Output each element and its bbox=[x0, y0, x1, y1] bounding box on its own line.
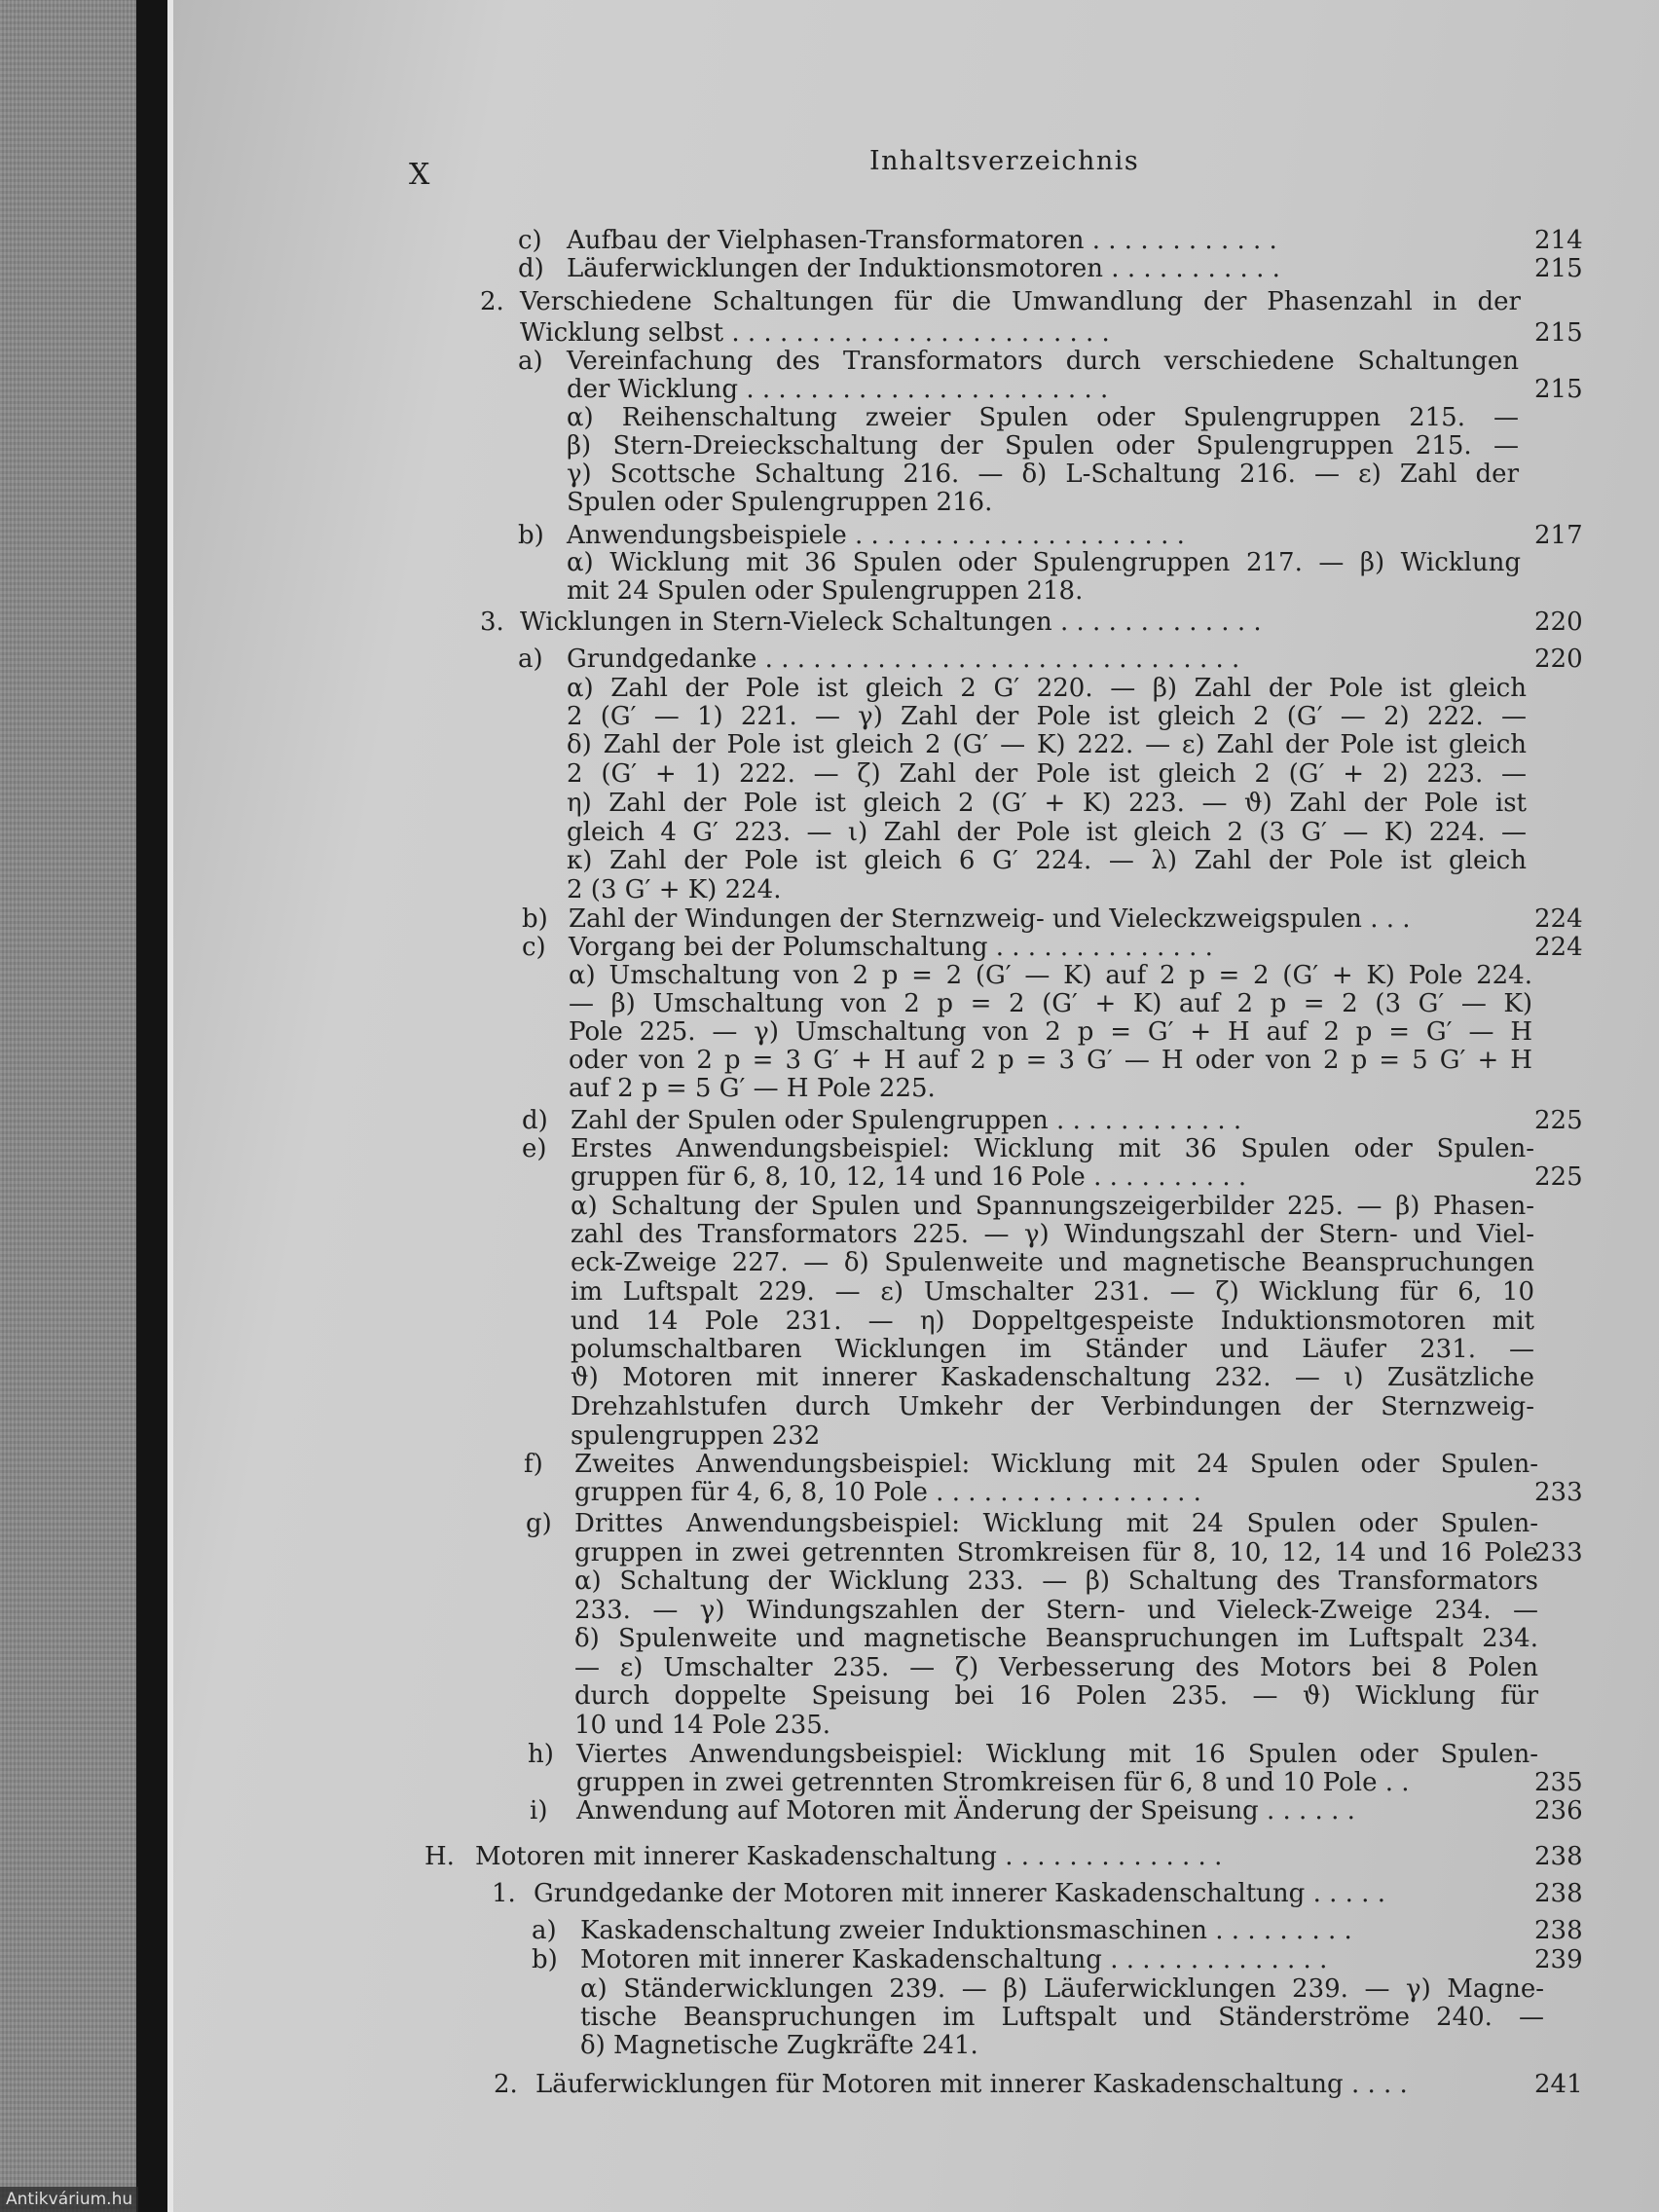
toc-entry bbox=[0, 1681, 1659, 1712]
toc-entry-label: b) bbox=[532, 1945, 558, 1974]
toc-entry-label: H. bbox=[424, 1842, 455, 1871]
toc-entry bbox=[0, 1277, 1659, 1308]
toc-entry-text: gruppen in zwei getrennten Stromkreisen für 8, 10, 12, 14 und 16 Pole bbox=[574, 1538, 1538, 1567]
toc-entry-text: der Wicklung . . . . . . . . . . . . . . . . . . . . . . . bbox=[567, 375, 1109, 404]
toc-entry-label: i) bbox=[530, 1796, 548, 1825]
toc-entry-text: Läuferwicklungen für Motoren mit innerer Kaskadenschaltung . . . . bbox=[535, 2070, 1408, 2099]
toc-entry-label: 2. bbox=[494, 2070, 518, 2099]
toc-entry-text: Grundgedanke der Motoren mit innerer Kaskadenschaltung . . . . . bbox=[534, 1879, 1385, 1908]
toc-entry bbox=[0, 1363, 1659, 1393]
toc-entry-text: — ε) Umschalter 235. — ζ) Verbesserung des Motors bei 8 Polen bbox=[574, 1653, 1538, 1682]
toc-entry bbox=[0, 759, 1659, 790]
toc-entry-text: auf 2 p = 5 G′ — H Pole 225. bbox=[569, 1074, 936, 1103]
toc-entry-text: 2 (G′ + 1) 222. — ζ) Zahl der Pole ist gleich 2 (G′ + 2) 223. — bbox=[567, 759, 1527, 789]
toc-entry-text: Vereinfachung des Transformators durch verschiedene Schaltungen bbox=[567, 347, 1519, 376]
toc-entry bbox=[0, 1916, 1659, 1946]
toc-entry-text: Anwendung auf Motoren mit Änderung der Speisung . . . . . . bbox=[576, 1796, 1355, 1825]
toc-entry-text: Grundgedanke . . . . . . . . . . . . . . . . . . . . . . . . . . . . . . bbox=[567, 645, 1240, 674]
toc-entry-text: δ) Magnetische Zugkräfte 241. bbox=[580, 2031, 978, 2060]
toc-entry-text: zahl des Transformators 225. — γ) Windungszahl der Stern- und Viel- bbox=[571, 1220, 1534, 1249]
toc-entry-text: Spulen oder Spulengruppen 216. bbox=[567, 488, 993, 517]
toc-entry bbox=[0, 608, 1659, 638]
toc-entry bbox=[0, 1017, 1659, 1048]
toc-entry-page: 215 bbox=[1534, 375, 1583, 404]
toc-entry-text: Vorgang bei der Polumschaltung . . . . . . . . . . . . . . bbox=[569, 933, 1213, 962]
toc-entry bbox=[0, 287, 1659, 317]
toc-entry bbox=[0, 1740, 1659, 1770]
toc-entry-text: α) Zahl der Pole ist gleich 2 G′ 220. — β) Zahl der Pole ist gleich bbox=[567, 674, 1527, 703]
toc-entry-page: 225 bbox=[1534, 1106, 1583, 1135]
toc-entry-text: 2 (G′ — 1) 221. — γ) Zahl der Pole ist gleich 2 (G′ — 2) 222. — bbox=[567, 702, 1527, 731]
toc-entry-label: c) bbox=[518, 226, 542, 255]
toc-entry bbox=[0, 521, 1659, 551]
toc-entry-page: 239 bbox=[1534, 1945, 1583, 1974]
toc-entry-page: 215 bbox=[1534, 318, 1583, 348]
toc-entry-text: mit 24 Spulen oder Spulengruppen 218. bbox=[567, 576, 1084, 606]
toc-entry bbox=[0, 1624, 1659, 1654]
toc-entry bbox=[0, 961, 1659, 991]
toc-entry bbox=[0, 789, 1659, 819]
toc-entry bbox=[0, 1134, 1659, 1164]
page-number: X bbox=[409, 158, 431, 192]
toc-entry-label: e) bbox=[522, 1134, 547, 1163]
toc-entry bbox=[0, 1509, 1659, 1539]
toc-entry-page: 233 bbox=[1534, 1538, 1583, 1567]
toc-entry-text: α) Schaltung der Wicklung 233. — β) Schaltung des Transformators bbox=[574, 1567, 1538, 1596]
toc-entry-label: h) bbox=[528, 1740, 554, 1769]
toc-entry-page: 224 bbox=[1534, 933, 1583, 962]
toc-entry bbox=[0, 645, 1659, 675]
toc-entry bbox=[0, 989, 1659, 1019]
toc-entry-text: Verschiedene Schaltungen für die Umwandlung der Phasenzahl in der bbox=[520, 287, 1521, 316]
toc-entry bbox=[0, 1842, 1659, 1872]
toc-entry bbox=[0, 846, 1659, 876]
toc-entry-text: Anwendungsbeispiele . . . . . . . . . . . . . . . . . . . . . bbox=[567, 521, 1185, 550]
toc-entry bbox=[0, 1450, 1659, 1480]
toc-entry bbox=[0, 403, 1659, 433]
toc-entry bbox=[0, 375, 1659, 405]
toc-entry-text: eck-Zweige 227. — δ) Spulenweite und magnetische Beanspruchungen bbox=[571, 1248, 1534, 1277]
toc-entry-page: 214 bbox=[1534, 226, 1583, 255]
toc-entry bbox=[0, 1538, 1659, 1568]
toc-entry-page: 217 bbox=[1534, 521, 1583, 550]
watermark: Antikvárium.hu bbox=[0, 2187, 138, 2212]
toc-entry bbox=[0, 1879, 1659, 1909]
toc-entry-text: oder von 2 p = 3 G′ + H auf 2 p = 3 G′ — H oder von 2 p = 5 G′ + H bbox=[569, 1046, 1532, 1075]
toc-entry-text: 10 und 14 Pole 235. bbox=[574, 1711, 831, 1740]
toc-entry-text: Motoren mit innerer Kaskadenschaltung . . . . . . . . . . . . . . bbox=[580, 1945, 1328, 1974]
toc-entry-text: α) Ständerwicklungen 239. — β) Läuferwicklungen 239. — γ) Magne- bbox=[580, 1974, 1544, 2004]
toc-entry-text: Drehzahlstufen durch Umkehr der Verbindungen der Sternzweig- bbox=[571, 1392, 1534, 1421]
toc-entry-text: im Luftspalt 229. — ε) Umschalter 231. — ζ) Wicklung für 6, 10 bbox=[571, 1277, 1534, 1307]
toc-entry-text: ϑ) Motoren mit innerer Kaskadenschaltung 232. — ι) Zusätzliche bbox=[571, 1363, 1534, 1392]
toc-entry bbox=[0, 904, 1659, 935]
toc-entry-text: polumschaltbaren Wicklungen im Ständer und Läufer 231. — bbox=[571, 1335, 1534, 1364]
toc-entry bbox=[0, 318, 1659, 349]
toc-entry bbox=[0, 254, 1659, 284]
toc-entry-text: β) Stern-Dreieckschaltung der Spulen oder Spulengruppen 215. — bbox=[567, 431, 1519, 461]
toc-entry-text: 2 (3 G′ + K) 224. bbox=[567, 875, 782, 904]
toc-entry-label: a) bbox=[532, 1916, 557, 1945]
toc-entry-label: 3. bbox=[480, 608, 504, 637]
toc-entry-label: b) bbox=[522, 904, 548, 934]
toc-entry-text: α) Reihenschaltung zweier Spulen oder Spulengruppen 215. — bbox=[567, 403, 1519, 432]
toc-entry bbox=[0, 1421, 1659, 1452]
toc-entry-page: 238 bbox=[1534, 1842, 1583, 1871]
toc-entry bbox=[0, 1974, 1659, 2005]
toc-entry bbox=[0, 1307, 1659, 1337]
toc-entry-text: Viertes Anwendungsbeispiel: Wicklung mit 16 Spulen oder Spulen- bbox=[576, 1740, 1538, 1769]
toc-entry-text: Wicklung selbst . . . . . . . . . . . . . . . . . . . . . . . . bbox=[520, 318, 1110, 348]
toc-entry bbox=[0, 488, 1659, 518]
toc-entry-text: Zweites Anwendungsbeispiel: Wicklung mit 24 Spulen oder Spulen- bbox=[574, 1450, 1538, 1479]
toc-entry bbox=[0, 1335, 1659, 1365]
toc-entry-label: b) bbox=[518, 521, 544, 550]
toc-entry bbox=[0, 1162, 1659, 1193]
toc-entry bbox=[0, 1478, 1659, 1508]
toc-entry-text: gruppen in zwei getrennten Stromkreisen für 6, 8 und 10 Pole . . bbox=[576, 1768, 1410, 1797]
toc-entry-label: 1. bbox=[492, 1879, 516, 1908]
toc-entry bbox=[0, 2031, 1659, 2061]
toc-entry-text: Motoren mit innerer Kaskadenschaltung . . . . . . . . . . . . . . bbox=[475, 1842, 1223, 1871]
toc-entry-page: 220 bbox=[1534, 608, 1583, 637]
toc-entry-text: Zahl der Spulen oder Spulengruppen . . . . . . . . . . . . bbox=[571, 1106, 1242, 1135]
toc-entry-text: κ) Zahl der Pole ist gleich 6 G′ 224. — λ) Zahl der Pole ist gleich bbox=[567, 846, 1527, 875]
toc-entry-page: 238 bbox=[1534, 1916, 1583, 1945]
toc-entry-text: Wicklungen in Stern-Vieleck Schaltungen . . . . . . . . . . . . . bbox=[520, 608, 1262, 637]
toc-entry-label: c) bbox=[522, 933, 546, 962]
toc-entry-text: 233. — γ) Windungszahlen der Stern- und Vieleck-Zweige 234. — bbox=[574, 1596, 1538, 1625]
toc-entry-text: Zahl der Windungen der Sternzweig- und Vieleckzweigspulen . . . bbox=[569, 904, 1411, 934]
page-title: Inhaltsverzeichnis bbox=[869, 146, 1140, 176]
toc-entry bbox=[0, 1106, 1659, 1136]
toc-entry-text: und 14 Pole 231. — η) Doppeltgespeiste Induktionsmotoren mit bbox=[571, 1307, 1534, 1336]
toc-entry bbox=[0, 730, 1659, 760]
toc-entry-page: 235 bbox=[1534, 1768, 1583, 1797]
toc-entry-page: 225 bbox=[1534, 1162, 1583, 1192]
toc-entry-text: spulengruppen 232 bbox=[571, 1421, 821, 1451]
toc-entry-text: δ) Spulenweite und magnetische Beanspruchungen im Luftspalt 234. bbox=[574, 1624, 1538, 1653]
toc-entry bbox=[0, 347, 1659, 377]
toc-entry bbox=[0, 548, 1659, 578]
toc-entry bbox=[0, 818, 1659, 848]
toc-entry-text: Drittes Anwendungsbeispiel: Wicklung mit 24 Spulen oder Spulen- bbox=[574, 1509, 1538, 1538]
toc-entry bbox=[0, 1046, 1659, 1076]
toc-entry-text: durch doppelte Speisung bei 16 Polen 235. — ϑ) Wicklung für bbox=[574, 1681, 1538, 1711]
toc-entry bbox=[0, 1392, 1659, 1422]
toc-entry bbox=[0, 702, 1659, 732]
toc-entry bbox=[0, 674, 1659, 704]
toc-entry bbox=[0, 576, 1659, 607]
toc-entry-page: 224 bbox=[1534, 904, 1583, 934]
toc-entry bbox=[0, 2003, 1659, 2033]
toc-entry-label: a) bbox=[518, 645, 543, 674]
toc-entry-label: 2. bbox=[480, 287, 504, 316]
toc-entry-page: 241 bbox=[1534, 2070, 1583, 2099]
toc-entry bbox=[0, 2070, 1659, 2100]
toc-entry-text: α) Schaltung der Spulen und Spannungszeigerbilder 225. — β) Phasen- bbox=[571, 1192, 1534, 1221]
toc-entry bbox=[0, 933, 1659, 963]
toc-entry bbox=[0, 1653, 1659, 1683]
toc-entry-text: α) Umschaltung von 2 p = 2 (G′ — K) auf 2 p = 2 (G′ + K) Pole 224. bbox=[569, 961, 1532, 990]
toc-entry-label: f) bbox=[524, 1450, 543, 1479]
toc-entry bbox=[0, 1567, 1659, 1597]
toc-entry bbox=[0, 1220, 1659, 1250]
toc-entry bbox=[0, 226, 1659, 256]
toc-entry bbox=[0, 1596, 1659, 1626]
toc-entry-label: d) bbox=[518, 254, 544, 283]
toc-entry bbox=[0, 1074, 1659, 1104]
toc-entry-text: gleich 4 G′ 223. — ι) Zahl der Pole ist gleich 2 (3 G′ — K) 224. — bbox=[567, 818, 1527, 847]
toc-entry-label: a) bbox=[518, 347, 543, 376]
toc-entry-page: 215 bbox=[1534, 254, 1583, 283]
toc-entry-text: Läuferwicklungen der Induktionsmotoren . . . . . . . . . . . bbox=[567, 254, 1280, 283]
toc-entry bbox=[0, 1796, 1659, 1826]
toc-entry-text: Kaskadenschaltung zweier Induktionsmaschinen . . . . . . . . . bbox=[580, 1916, 1352, 1945]
toc-entry-text: δ) Zahl der Pole ist gleich 2 (G′ — K) 222. — ε) Zahl der Pole ist gleich bbox=[567, 730, 1527, 759]
toc-entry bbox=[0, 1945, 1659, 1975]
toc-entry-page: 238 bbox=[1534, 1879, 1583, 1908]
toc-entry-page: 233 bbox=[1534, 1478, 1583, 1507]
toc-entry bbox=[0, 875, 1659, 905]
toc-entry bbox=[0, 1768, 1659, 1798]
toc-entry-label: d) bbox=[522, 1106, 548, 1135]
toc-entry-text: γ) Scottsche Schaltung 216. — δ) L-Schaltung 216. — ε) Zahl der bbox=[567, 460, 1519, 489]
toc-entry-text: — β) Umschaltung von 2 p = 2 (G′ + K) auf 2 p = 2 (3 G′ — K) bbox=[569, 989, 1532, 1018]
toc-entry-text: tische Beanspruchungen im Luftspalt und Ständerströme 240. — bbox=[580, 2003, 1544, 2032]
toc-entry-text: gruppen für 6, 8, 10, 12, 14 und 16 Pole . . . . . . . . . . bbox=[571, 1162, 1247, 1192]
toc-entry-page: 236 bbox=[1534, 1796, 1583, 1825]
toc-entry bbox=[0, 1192, 1659, 1222]
toc-entry-label: g) bbox=[526, 1509, 552, 1538]
toc-entry-text: Aufbau der Vielphasen-Transformatoren . . . . . . . . . . . . bbox=[567, 226, 1277, 255]
toc-entry bbox=[0, 1248, 1659, 1278]
toc-entry-text: gruppen für 4, 6, 8, 10 Pole . . . . . . . . . . . . . . . . . bbox=[574, 1478, 1201, 1507]
toc-entry-text: α) Wicklung mit 36 Spulen oder Spulengruppen 217. — β) Wicklung bbox=[567, 548, 1521, 577]
toc-entry-text: Pole 225. — γ) Umschaltung von 2 p = G′ + H auf 2 p = G′ — H bbox=[569, 1017, 1532, 1047]
toc-entry-text: η) Zahl der Pole ist gleich 2 (G′ + K) 223. — ϑ) Zahl der Pole ist bbox=[567, 789, 1527, 818]
toc-entry bbox=[0, 460, 1659, 490]
toc-entry bbox=[0, 431, 1659, 461]
toc-entry bbox=[0, 1711, 1659, 1741]
toc-entry-page: 220 bbox=[1534, 645, 1583, 674]
toc-entry-text: Erstes Anwendungsbeispiel: Wicklung mit 36 Spulen oder Spulen- bbox=[571, 1134, 1534, 1163]
